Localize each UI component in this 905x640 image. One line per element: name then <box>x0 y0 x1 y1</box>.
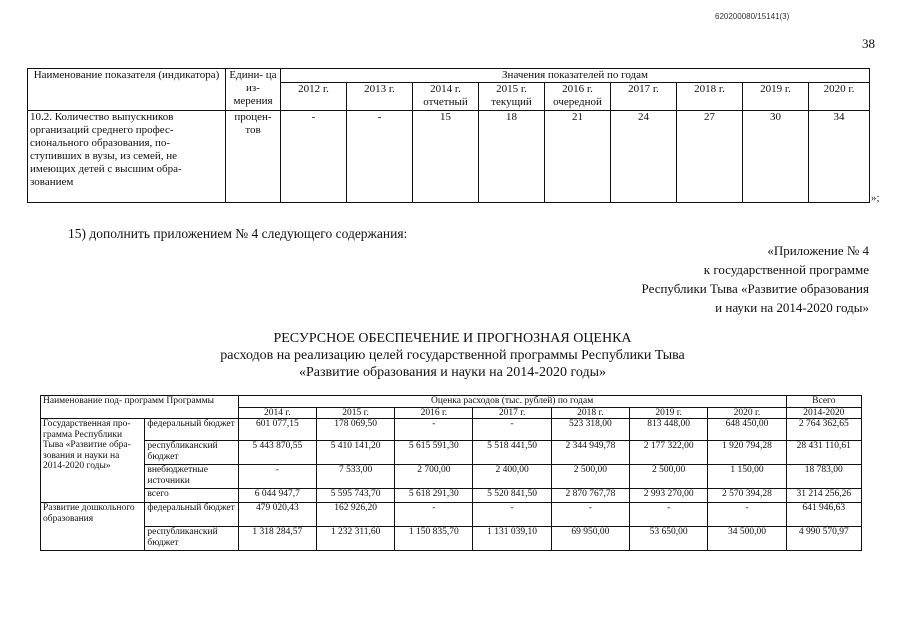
funding-source: республиканский бюджет <box>145 441 238 465</box>
cost-cell: 641 946,63 <box>786 503 861 527</box>
cost-cell: 5 520 841,50 <box>473 489 551 503</box>
cost-cell: - <box>238 465 316 489</box>
indicator-value: 27 <box>677 111 743 203</box>
funding-source: федеральный бюджет <box>145 419 238 441</box>
indicator-value: 15 <box>413 111 479 203</box>
amendment-paragraph: 15) дополнить приложением № 4 следующего содержания: <box>68 226 408 241</box>
cost-cell: 601 077,15 <box>238 419 316 441</box>
header-year: 2020 г. <box>708 407 786 419</box>
cost-cell: 813 448,00 <box>630 419 708 441</box>
header-year: 2016 г. очередной <box>545 83 611 111</box>
title-line: РЕСУРСНОЕ ОБЕСПЕЧЕНИЕ И ПРОГНОЗНАЯ ОЦЕНКА <box>273 331 632 346</box>
cost-cell: 1 232 311,60 <box>316 527 394 551</box>
indicator-value: 18 <box>479 111 545 203</box>
cost-cell: - <box>395 503 473 527</box>
cost-cell: 523 318,00 <box>551 419 629 441</box>
funding-source: внебюджетные источники <box>145 465 238 489</box>
page-number: 38 <box>862 36 875 51</box>
cost-cell: 5 595 743,70 <box>316 489 394 503</box>
subprogram-name: Государственная про- грамма Республики Тыва «Развитие обра- зования и науки на 2014-2020 годы» <box>41 419 145 503</box>
header-year: 2017 г. <box>611 83 677 111</box>
cost-cell: 2 500,00 <box>630 465 708 489</box>
cost-cell: 4 990 570,97 <box>786 527 861 551</box>
cost-cell: 2 700,00 <box>395 465 473 489</box>
indicator-value: 24 <box>611 111 677 203</box>
indicator-value: 30 <box>743 111 809 203</box>
header-year: 2013 г. <box>347 83 413 111</box>
cost-cell: 34 500,00 <box>708 527 786 551</box>
cost-cell: 28 431 110,61 <box>786 441 861 465</box>
cost-cell: 479 020,43 <box>238 503 316 527</box>
resource-table <box>40 395 862 551</box>
cost-cell: - <box>551 503 629 527</box>
cost-cell: 2 500,00 <box>551 465 629 489</box>
header-year: 2018 г. <box>551 407 629 419</box>
header-year: 2020 г. <box>809 83 870 111</box>
funding-source: федеральный бюджет <box>145 503 238 527</box>
cost-cell: 69 950,00 <box>551 527 629 551</box>
cost-cell: - <box>473 419 551 441</box>
cost-cell: 2 177 322,00 <box>630 441 708 465</box>
cost-cell: 162 926,20 <box>316 503 394 527</box>
header-year: 2015 г. <box>316 407 394 419</box>
cost-cell: 2 993 270,00 <box>630 489 708 503</box>
cost-cell: 2 764 362,65 <box>786 419 861 441</box>
cost-cell: 5 618 291,30 <box>395 489 473 503</box>
funding-source: всего <box>145 489 238 503</box>
indicator-value: 21 <box>545 111 611 203</box>
header-total: Всего <box>786 396 861 408</box>
cost-cell: 2 870 767,78 <box>551 489 629 503</box>
header-values-by-year: Значения показателей по годам <box>281 69 870 83</box>
header-unit: Едини- ца из- мерения <box>226 69 281 111</box>
appendix-line: и науки на 2014-2020 годы» <box>715 300 869 315</box>
cost-cell: 648 450,00 <box>708 419 786 441</box>
indicator-value: - <box>347 111 413 203</box>
header-subprogram-name: Наименование под- программ Программы <box>41 396 239 419</box>
header-year: 2017 г. <box>473 407 551 419</box>
cost-cell: - <box>630 503 708 527</box>
cost-cell: 7 533,00 <box>316 465 394 489</box>
appendix-line: к государственной программе <box>703 262 869 277</box>
funding-source: республиканский бюджет <box>145 527 238 551</box>
header-indicator-name: Наименование показателя (индикатора) <box>28 69 226 111</box>
header-costs-by-year: Оценка расходов (тыс. рублей) по годам <box>238 396 786 408</box>
header-year: 2019 г. <box>743 83 809 111</box>
appendix-line: Республики Тыва «Развитие образования <box>641 281 869 296</box>
cost-cell: 178 069,50 <box>316 419 394 441</box>
cost-cell: 1 318 284,57 <box>238 527 316 551</box>
cost-cell: - <box>395 419 473 441</box>
header-year: 2014 г. <box>238 407 316 419</box>
header-year: 2014-2020 <box>786 407 861 419</box>
header-year: 2014 г. отчетный <box>413 83 479 111</box>
cost-cell: 53 650,00 <box>630 527 708 551</box>
cost-cell: 18 783,00 <box>786 465 861 489</box>
section-title <box>0 330 905 381</box>
indicator-unit: процен- тов <box>226 111 281 203</box>
cost-cell: 1 150,00 <box>708 465 786 489</box>
title-line: расходов на реализацию целей государственной программы Республики Тыва <box>220 348 685 363</box>
cost-cell: 5 410 141,20 <box>316 441 394 465</box>
cost-cell: - <box>473 503 551 527</box>
cost-cell: 1 131 039,10 <box>473 527 551 551</box>
cost-cell: 5 518 441,50 <box>473 441 551 465</box>
header-year: 2016 г. <box>395 407 473 419</box>
header-year: 2018 г. <box>677 83 743 111</box>
cost-cell: 2 400,00 <box>473 465 551 489</box>
cost-cell: 2 570 394,28 <box>708 489 786 503</box>
header-year: 2012 г. <box>281 83 347 111</box>
header-year: 2015 г. текущий <box>479 83 545 111</box>
document-code: 620200080/15141(3) <box>715 12 790 21</box>
cost-cell: 1 920 794,28 <box>708 441 786 465</box>
cost-cell: 1 150 835,70 <box>395 527 473 551</box>
indicator-value: 34 <box>809 111 870 203</box>
indicator-name: 10.2. Количество выпускников организаций среднего профес- сионального образования, по- ступивших в вузы, из семей, не имеющих детей с высшим обра- зованием <box>28 111 226 203</box>
indicator-value: - <box>281 111 347 203</box>
title-line: «Развитие образования и науки на 2014-2020 годы» <box>299 365 606 380</box>
cost-cell: 2 344 949,78 <box>551 441 629 465</box>
cost-cell: 6 044 947,7 <box>238 489 316 503</box>
cost-cell: - <box>708 503 786 527</box>
closing-quote: »; <box>871 192 880 204</box>
cost-cell: 5 443 870,55 <box>238 441 316 465</box>
cost-cell: 5 615 591,30 <box>395 441 473 465</box>
indicator-table <box>27 68 870 203</box>
appendix-header <box>569 241 869 317</box>
appendix-line: «Приложение № 4 <box>767 243 869 258</box>
subprogram-name: Развитие дошкольного образования <box>41 503 145 551</box>
cost-cell: 31 214 256,26 <box>786 489 861 503</box>
header-year: 2019 г. <box>630 407 708 419</box>
